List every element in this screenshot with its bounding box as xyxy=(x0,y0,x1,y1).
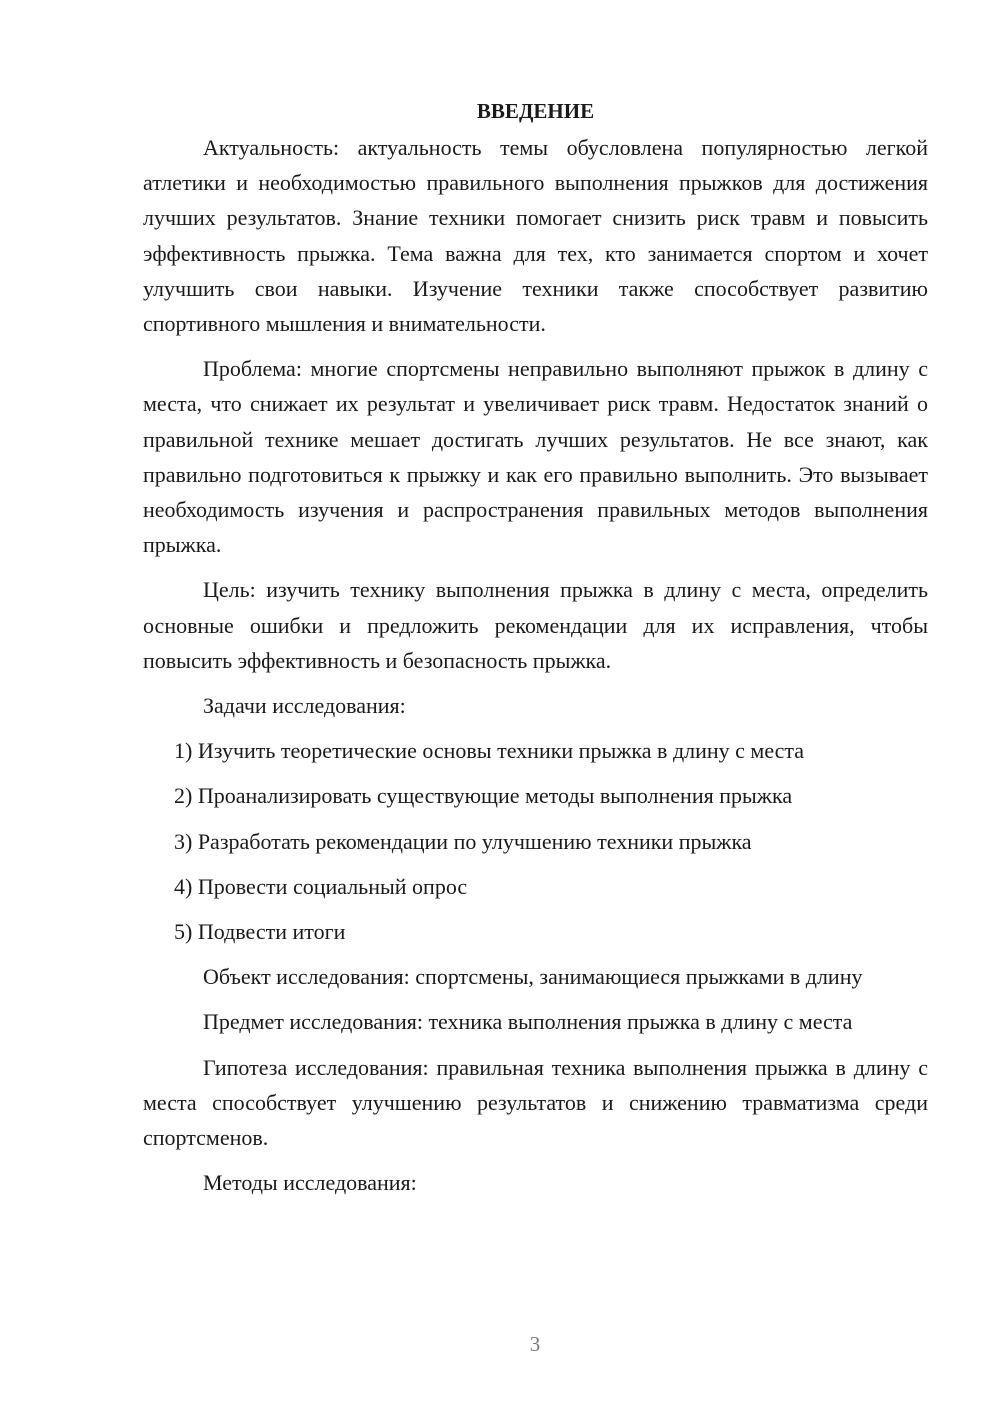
task-item-5: 5) Подвести итоги xyxy=(174,919,346,945)
task-item-3: 3) Разработать рекомендации по улучшению техники прыжка xyxy=(174,828,752,854)
relevance-paragraph: Актуальность: актуальность темы обусловлена популярностью легкой атлетики и необходимостью правильного выполнения прыжков для достижения лучших результатов. Знание техники помогает снизить риск травм и повысить эффективность прыжка. Тема важна для тех, кто занимается спортом и хочет улучшить свои навыки. Изучение техники также способствует развитию спортивного мышления и внимательности. xyxy=(143,135,928,337)
tasks-list xyxy=(143,733,928,949)
hypothesis-paragraph: Гипотеза исследования: правильная техника выполнения прыжка в длину с места способствует улучшению результатов и снижению травматизма среди спортсменов. xyxy=(143,1054,928,1151)
methods-heading: Методы исследования: xyxy=(203,1170,417,1196)
problem-paragraph: Проблема: многие спортсмены неправильно выполняют прыжок в длину с места, что снижает их результат и увеличивает риск травм. Недостаток знаний о правильной технике мешает достигать лучших результатов. Не все знают, как правильно подготовиться к прыжку и как его правильно выполнить. Это вызывает необходимость изучения и распространения правильных методов выполнения прыжка. xyxy=(143,356,928,558)
tasks-heading: Задачи исследования: xyxy=(203,693,406,719)
subject-paragraph: Предмет исследования: техника выполнения прыжка в длину с места xyxy=(203,1009,853,1035)
page-number: 3 xyxy=(529,1332,541,1356)
task-item-1: 1) Изучить теоретические основы техники прыжка в длину с места xyxy=(174,738,805,764)
goal-paragraph: Цель: изучить технику выполнения прыжка в длину с места, определить основные ошибки и предложить рекомендации для их исправления, чтобы повысить эффективность и безопасность прыжка. xyxy=(143,577,928,673)
task-item-4: 4) Провести социальный опрос xyxy=(174,873,468,899)
section-title: ВВЕДЕНИЕ xyxy=(476,99,595,123)
document-page xyxy=(143,94,928,1210)
object-paragraph: Объект исследования: спортсмены, занимающиеся прыжками в длину xyxy=(203,964,863,990)
task-item-2: 2) Проанализировать существующие методы выполнения прыжка xyxy=(174,783,793,809)
